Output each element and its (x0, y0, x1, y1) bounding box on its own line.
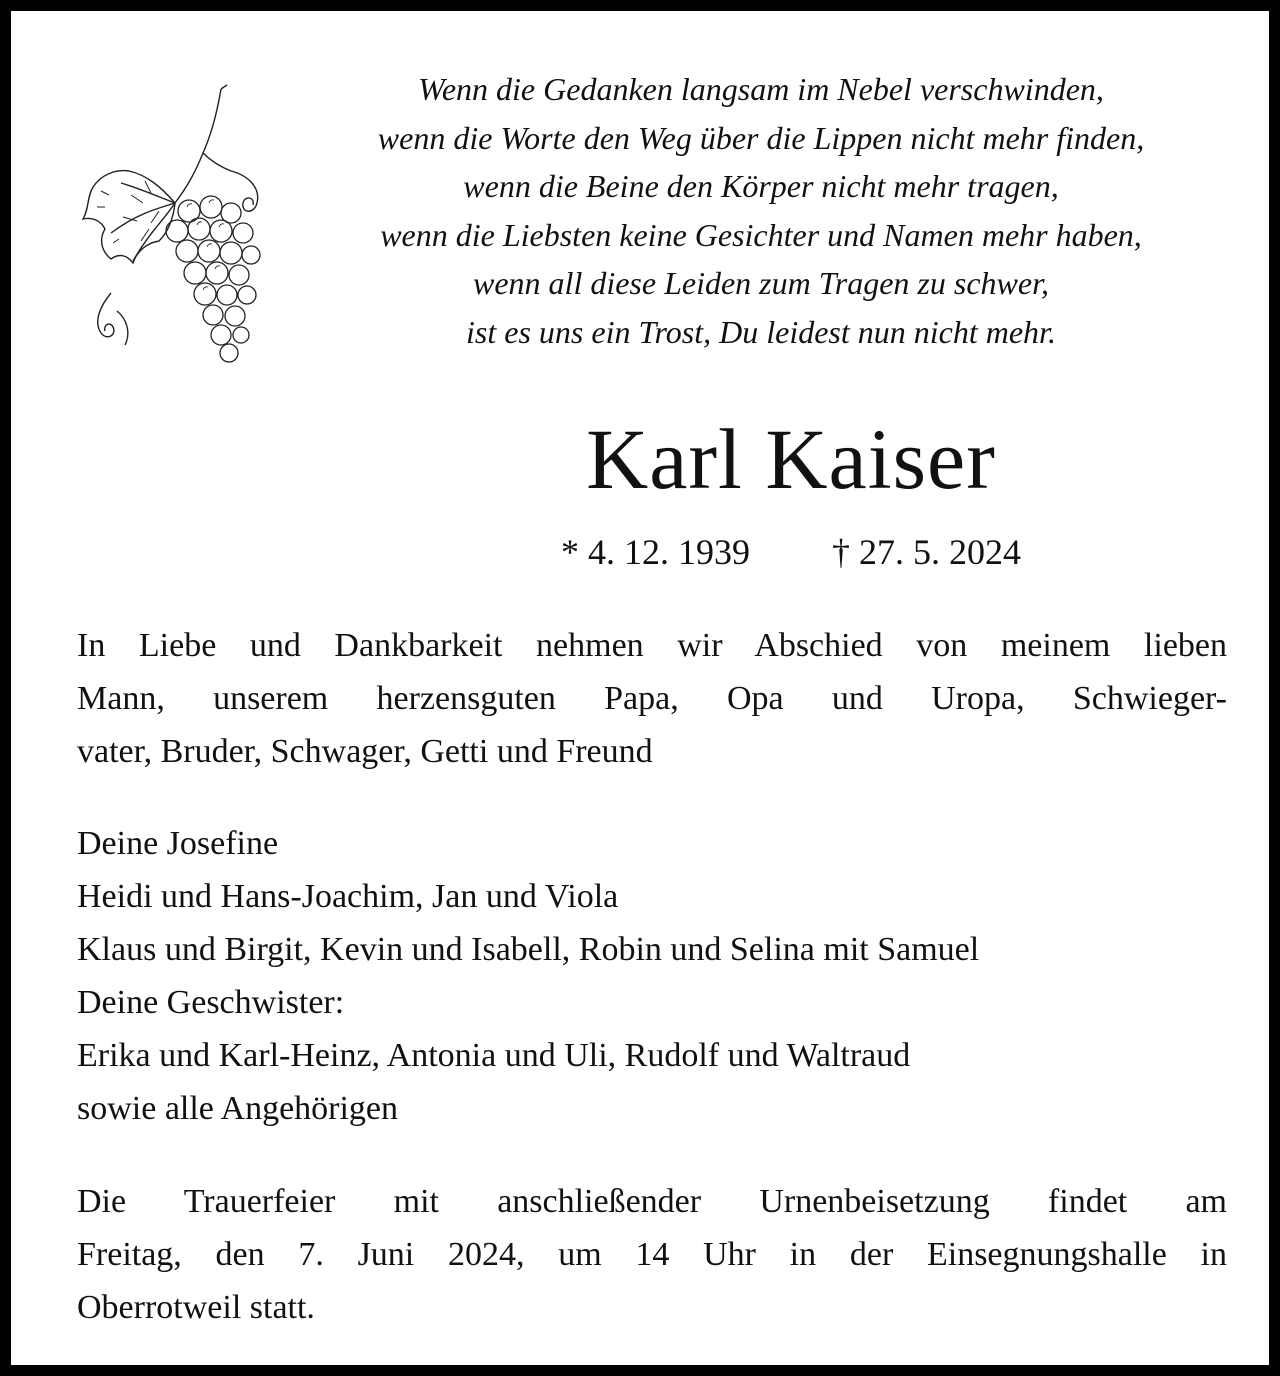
poem-line: Wenn die Gedanken langsam im Nebel verschwinden, (418, 71, 1104, 107)
intro-line: In Liebe und Dankbarkeit nehmen wir Abschied von meinem lieben (77, 627, 1227, 664)
poem-line: wenn die Beine den Körper nicht mehr tragen, (463, 168, 1059, 204)
poem-line: wenn die Liebsten keine Gesichter und Namen mehr haben, (380, 216, 1142, 253)
poem-line: wenn die Worte den Weg über die Lippen nicht mehr finden, (377, 119, 1145, 156)
poem-line: wenn all diese Leiden zum Tragen zu schwer, (473, 265, 1049, 301)
mourner-line: Heidi und Hans-Joachim, Jan und Viola (77, 878, 619, 915)
deceased-name: Karl Kaiser (586, 411, 996, 507)
intro-line: vater, Bruder, Schwager, Getti und Freund (77, 733, 653, 770)
grape-vine-icon (71, 83, 281, 373)
mourner-line: sowie alle Angehörigen (77, 1090, 399, 1127)
life-dates (391, 527, 1191, 577)
mourner-line: Deine Geschwister: (77, 984, 345, 1021)
death-date: † 27. 5. 2024 (832, 532, 1021, 572)
mourner-line: Klaus und Birgit, Kevin und Isabell, Robin und Selina mit Samuel (77, 931, 980, 968)
service-line: Freitag, den 7. Juni 2024, um 14 Uhr in der Einsegnungshalle in (77, 1236, 1227, 1273)
mourner-line: Deine Josefine (77, 825, 279, 862)
poem-line: ist es uns ein Trost, Du leidest nun nicht mehr. (466, 313, 1056, 350)
intro-paragraph (77, 619, 1227, 778)
poem (291, 65, 1231, 356)
service-paragraph (77, 1175, 1227, 1334)
service-line: Die Trauerfeier mit anschließender Urnenbeisetzung findet am (77, 1183, 1227, 1220)
mourner-line: Erika und Karl-Heinz, Antonia und Uli, Rudolf und Waltraud (77, 1037, 911, 1074)
birth-date: * 4. 12. 1939 (561, 532, 750, 572)
intro-line: Mann, unserem herzensguten Papa, Opa und Uropa, Schwieger- (77, 680, 1227, 717)
service-line: Oberrotweil statt. (77, 1289, 315, 1326)
mourners-list (77, 817, 1227, 1135)
